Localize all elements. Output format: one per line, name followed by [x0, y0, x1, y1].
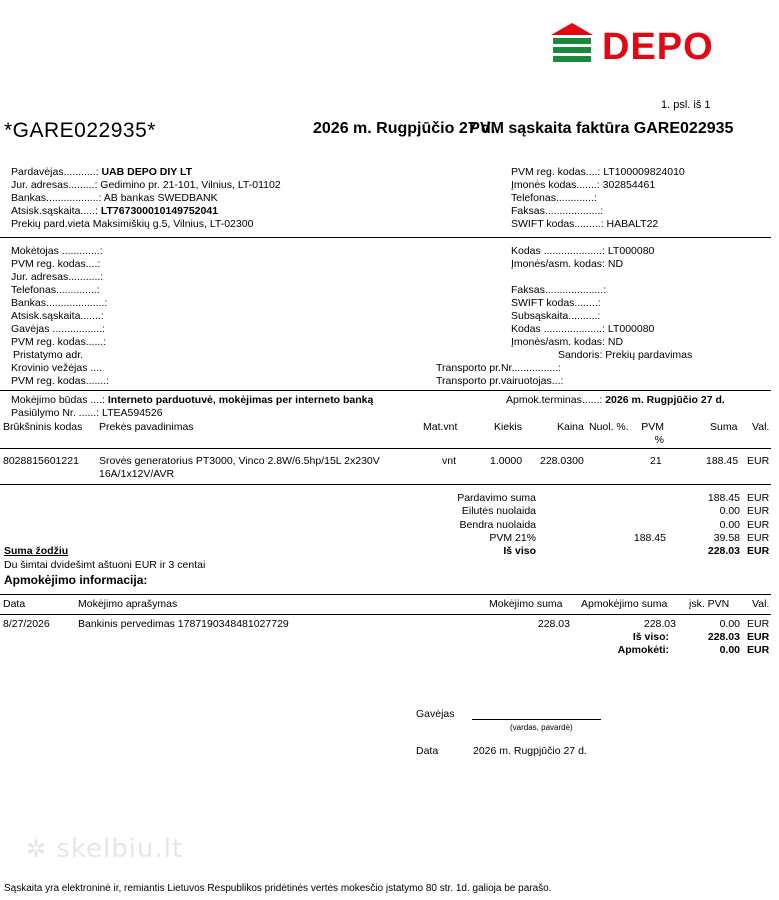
sales-sum-label: Pardavimo suma	[457, 492, 536, 504]
pay-desc: Bankinis pervedimas 17871903484810277​29	[78, 618, 289, 630]
pay-date: 8/27/2026	[3, 618, 50, 630]
divider	[0, 614, 771, 615]
item-cur: EUR	[747, 455, 770, 467]
seller-name: UAB DEPO DIY LT	[101, 166, 193, 178]
payment-info-title: Apmokėjimo informacija:	[4, 573, 148, 587]
title-doc: PVM sąskaita faktūra GARE022935	[469, 120, 734, 137]
page-info: 1. psl. iš 1	[661, 99, 711, 111]
paid-sum: 228.03	[643, 618, 676, 630]
payment-term: 2026 m. Rugpjūčio 27 d.	[605, 394, 725, 406]
vat-label: PVM 21%	[489, 532, 536, 544]
buyer-phone-label: Telefonas..............:	[11, 284, 100, 296]
item-price: 228.0300	[540, 455, 584, 467]
divider	[0, 237, 771, 238]
grand-total-label: Iš viso	[503, 545, 536, 557]
seller-bank: AB bankas SWEDBANK	[103, 192, 218, 204]
signature-date: 2026 m. Rugpjūčio 27 d.	[473, 745, 587, 757]
col-sum-header: Suma	[710, 421, 738, 433]
buyer-account-label: Atsisk.sąskaita.......:	[11, 310, 104, 322]
total-discount-label: Bendra nuolaida	[459, 519, 536, 531]
depo-wordmark: DEPO	[602, 26, 714, 68]
seller-address: Gedimino pr. 21-101, Vilnius, LT-01102	[100, 179, 281, 191]
signature-date-label: Data	[416, 745, 439, 757]
amount-due-label: Apmokėti:	[617, 644, 669, 656]
grand-total-cur: EUR	[747, 545, 770, 557]
buyer-company-code-label: Įmonės/asm. kodas:	[511, 258, 605, 270]
signature-hint: (vardas, pavardė)	[510, 723, 573, 732]
transport-driver-label: Transporto pr.vairuotojas...:	[436, 375, 564, 387]
buyer-code2: LT000080	[607, 323, 655, 335]
item-name-cont: 16A/1x12V/AVR	[99, 468, 175, 480]
col-name-header: Prekės pavadinimas	[99, 421, 194, 433]
divider	[0, 594, 771, 595]
vat-amount: 39.58	[713, 532, 740, 544]
total-discount: 0.00	[719, 519, 740, 531]
seller-name-label: Pardavėjas...........:	[11, 166, 99, 178]
payment-total-cur: EUR	[747, 631, 770, 643]
buyer-subaccount-label: Subsąskaita..........:	[511, 310, 601, 322]
footer-note: Sąskaita yra elektroninė ir, remiantis Lietuvos Respublikos pridėtinės vertės mokesčio įstatymo 80 str. 1d. galioja be parašo.	[4, 883, 552, 894]
signature-receiver-label: Gavėjas	[416, 708, 455, 720]
buyer-company-code: ND	[607, 258, 624, 270]
line-discount-label: Eilutės nuolaida	[461, 505, 536, 517]
col-qty-header: Kiekis	[494, 421, 523, 433]
depo-house-icon	[550, 22, 594, 68]
buyer-swift-label: SWIFT kodas........:	[511, 297, 601, 309]
title-date: 2026 m. Rugpjūčio 27 d.	[313, 120, 496, 137]
seller-swift: HABALT22	[606, 218, 659, 230]
buyer-delivery-label: Pristatymo adr.	[13, 349, 84, 361]
seller-account-label: Atsisk.sąskaita.....:	[11, 205, 98, 217]
seller-address-label: Jur. adresas.........:	[11, 179, 98, 191]
buyer-fax-label: Faksas....................:	[511, 284, 607, 296]
buyer-company-code2: ND	[607, 336, 624, 348]
watermark	[26, 834, 183, 864]
buyer-company-code2-label: Įmonės/asm. kodas:	[511, 336, 605, 348]
item-name: Srovės generatorius PT3000, Vinco 2.8W/6.5hp/15L 2x230V	[99, 455, 380, 467]
payment-method-label: Mokėjimo būdas ....:	[11, 394, 105, 406]
sales-sum: 188.45	[707, 492, 740, 504]
vat-base: 188.45	[633, 532, 666, 544]
item-vat: 21	[650, 455, 662, 467]
seller-phone-label: Telefonas.............:	[511, 192, 597, 204]
document-title	[313, 120, 733, 138]
line-discount: 0.00	[719, 505, 740, 517]
buyer-carrier-vat-label: PVM reg. kodas.......:	[11, 375, 110, 387]
seller-company-code-label: Įmonės kodas.......:	[511, 179, 600, 191]
pay-sum: 228.03	[537, 618, 570, 630]
sales-sum-cur: EUR	[747, 492, 770, 504]
divider	[0, 390, 771, 391]
item-sum: 188.45	[706, 455, 739, 467]
vat-cur: EUR	[747, 532, 770, 544]
pay-col-cur: Val.	[752, 598, 770, 610]
pay-col-pay-sum: Mokėjimo suma	[489, 598, 563, 610]
pay-col-paid-sum: Apmokėjimo suma	[581, 598, 668, 610]
seller-fax-label: Faksas...................:	[511, 205, 604, 217]
amount-due: 0.00	[719, 644, 740, 656]
sum-in-words-label: Suma žodžiu	[4, 545, 69, 557]
pay-vat: 0.00	[719, 618, 740, 630]
seller-bank-label: Bankas..................:	[11, 192, 102, 204]
col-discount-header: Nuol. %.	[589, 421, 629, 433]
item-barcode: 8028815601221	[3, 455, 79, 467]
payment-method: Interneto parduotuvė, mokėjimas per interneto banką	[107, 394, 374, 406]
col-price-header: Kaina	[557, 421, 584, 433]
offer-number: LTEA594526	[102, 407, 163, 419]
seller-store: Maksimiškių g.5, Vilnius, LT-02300	[92, 218, 254, 230]
item-qty: 1.0000	[490, 455, 523, 467]
offer-label: Pasiūlymo Nr. ......:	[11, 407, 100, 419]
seller-vat-label: PVM reg. kodas....:	[511, 166, 601, 178]
barcode-text: *GARE022935*	[4, 119, 156, 142]
buyer-bank-label: Bankas....................:	[11, 297, 108, 309]
col-unit-header: Mat.vnt	[423, 421, 458, 433]
signature-line	[472, 719, 601, 720]
buyer-address-label: Jur. adresas...........:	[11, 271, 104, 283]
col-vat-header: PVM %	[641, 421, 664, 446]
buyer-carrier-label: Krovinio vežėjas ....	[11, 362, 103, 374]
col-barcode-header: Brūkšninis kodas	[3, 421, 83, 433]
buyer-code: LT000080	[607, 245, 655, 257]
payment-term-label: Apmok.terminas......:	[506, 394, 603, 406]
seller-store-label: Prekių pard.vieta	[11, 218, 90, 230]
seller-account: LT767300010149752041	[100, 205, 219, 217]
pay-col-date: Data	[3, 598, 26, 610]
pay-col-desc: Mokėjimo aprašymas	[78, 598, 178, 610]
buyer-code2-label: Kodas ....................:	[511, 323, 605, 335]
total-discount-cur: EUR	[747, 519, 770, 531]
item-unit: vnt	[442, 455, 457, 467]
line-discount-cur: EUR	[747, 505, 770, 517]
buyer-deal-label: Sandoris:	[558, 349, 603, 361]
divider	[0, 484, 771, 485]
buyer-payer-label: Mokėtojas .............:	[11, 245, 103, 257]
col-cur-header: Val.	[752, 421, 770, 433]
divider	[0, 448, 771, 449]
depo-logo	[550, 22, 764, 68]
watermark-snowflake-icon: ✲	[26, 835, 48, 863]
buyer-code-label: Kodas ....................:	[511, 245, 605, 257]
buyer-receiver-label: Gavėjas .................:	[11, 323, 105, 335]
transport-no-label: Transporto pr.Nr................:	[436, 362, 562, 374]
seller-swift-label: SWIFT kodas.........:	[511, 218, 604, 230]
seller-company-code: 302854461	[602, 179, 656, 191]
buyer-vat2-label: PVM reg. kodas......:	[11, 336, 107, 348]
amount-due-cur: EUR	[747, 644, 770, 656]
payment-total: 228.03	[707, 631, 740, 643]
buyer-vat-label: PVM reg. kodas....:	[11, 258, 101, 270]
pay-col-vat: įsk. PVN	[689, 598, 730, 610]
buyer-deal: Prekių pardavimas	[605, 349, 693, 361]
seller-vat: LT100009824010	[603, 166, 685, 178]
grand-total: 228.03	[707, 545, 740, 557]
payment-total-label: Iš viso:	[632, 631, 669, 643]
pay-cur: EUR	[747, 618, 770, 630]
sum-in-words: Du šimtai dvidešimt aštuoni EUR ir 3 centai	[4, 559, 206, 571]
watermark-text: skelbiu.lt	[56, 834, 184, 864]
